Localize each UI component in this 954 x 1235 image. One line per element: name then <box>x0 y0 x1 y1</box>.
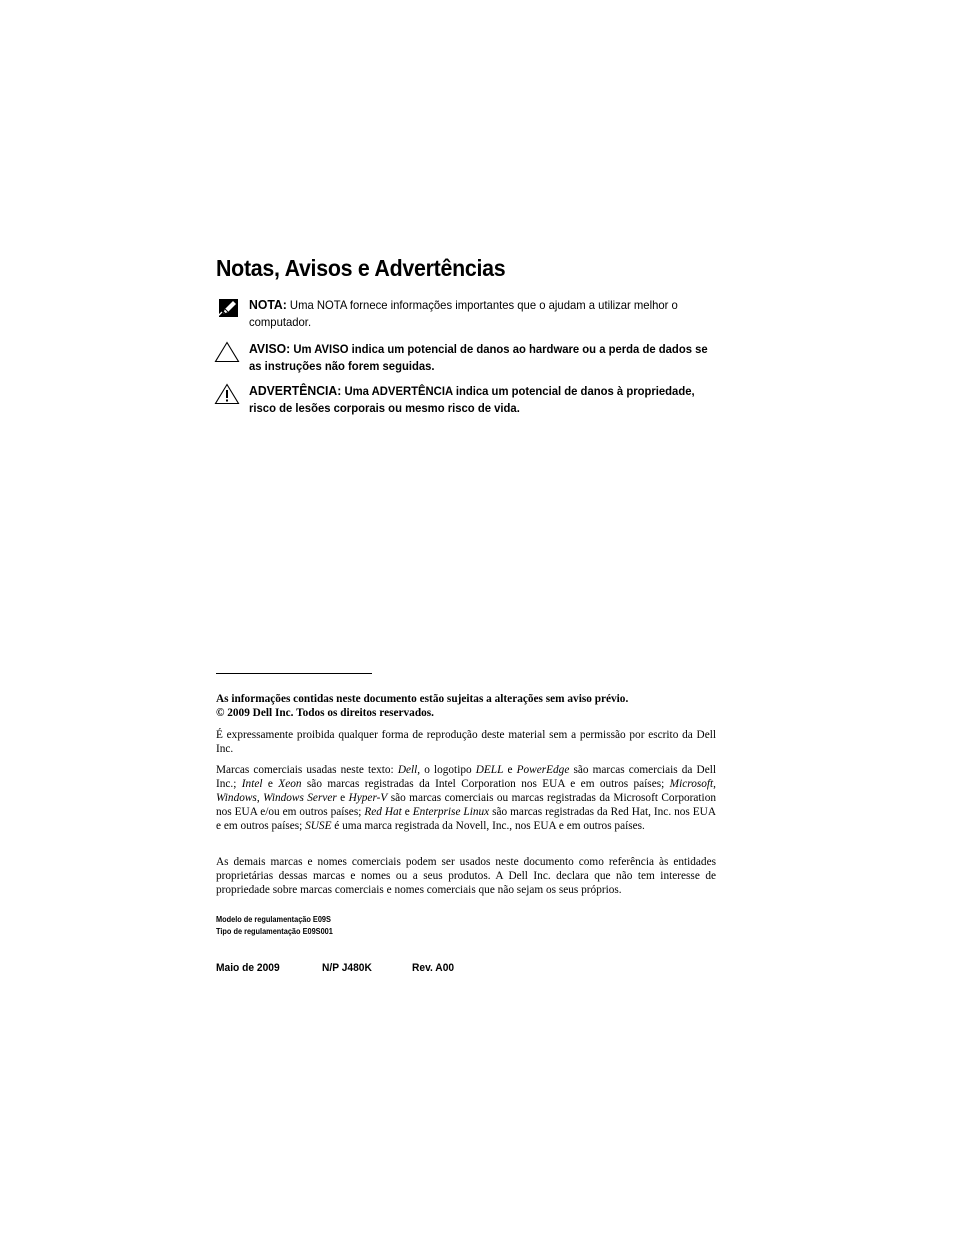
trademark-windows: Windows <box>216 792 257 804</box>
trademark-intel: Intel <box>241 778 263 790</box>
regulatory-type: Tipo de regulamentação E09S001 <box>216 927 333 936</box>
regulatory-model: Modelo de regulamentação E09S <box>216 915 331 924</box>
note-notice <box>214 296 719 331</box>
trademark-dell-logo: DELL <box>475 764 504 776</box>
warning-text: Uma ADVERTÊNCIA indica um potencial de danos à propriedade, risco de lesões corporais ou mesmo risco de vida. <box>249 384 695 415</box>
doc-revision: Rev. A00 <box>412 962 455 974</box>
trademark-text: e <box>262 778 279 790</box>
trademark-text: e <box>503 764 517 776</box>
trademark-text: são marcas comerciais da Dell Inc.; <box>216 764 716 790</box>
doc-date: Maio de 2009 <box>216 962 280 974</box>
trademark-hyperv: Hyper-V <box>348 792 388 804</box>
trademark-text: e <box>336 792 349 804</box>
trademark-text: são marcas registradas da Red Hat, Inc. nos EUA e em outros países; <box>216 806 716 832</box>
trademark-poweredge: PowerEdge <box>516 764 570 776</box>
trademark-text: , o logotipo <box>417 764 476 776</box>
caution-triangle-icon <box>214 341 240 363</box>
trademark-text: e <box>401 806 413 818</box>
note-label: NOTA: <box>249 297 287 312</box>
reproduction-text: É expressamente proibida qualquer forma de reprodução deste material sem a permissão por escrito da Dell Inc. <box>216 729 716 755</box>
trademarks-paragraph <box>216 763 716 833</box>
trademark-microsoft: Microsoft <box>669 778 714 790</box>
trademark-text: , <box>256 792 264 804</box>
caution-label: AVISO: <box>249 341 291 356</box>
trademark-redhat: Red Hat <box>364 806 402 818</box>
change-notice-line: As informações contidas neste documento estão sujeitas a alterações sem aviso prévio. <box>216 693 629 705</box>
trademark-enterprise-linux: Enterprise Linux <box>412 806 490 818</box>
footnote-divider <box>216 673 372 674</box>
trademark-text: é uma marca registrada da Novell, Inc., nos EUA e em outros países. <box>331 820 645 832</box>
page-title: Notas, Avisos e Advertências <box>216 255 506 281</box>
caution-text: Um AVISO indica um potencial de danos ao hardware ou a perda de dados se as instruções não forem seguidas. <box>249 342 708 373</box>
trademark-windows-server: Windows Server <box>263 792 337 804</box>
trademark-text: Marcas comerciais usadas neste texto: <box>216 764 398 776</box>
warning-notice <box>214 382 719 417</box>
note-pencil-icon <box>214 297 240 319</box>
copyright-line: © 2009 Dell Inc. Todos os direitos reservados. <box>216 707 434 719</box>
reproduction-notice <box>216 728 716 756</box>
trademark-suse: SUSE <box>305 820 332 832</box>
trademark-text: são marcas comerciais ou marcas registradas da Microsoft Corporation nos EUA e/ou em outros países; <box>216 792 716 818</box>
caution-notice <box>214 340 719 375</box>
note-text: Uma NOTA fornece informações importantes que o ajudam a utilizar melhor o computador. <box>249 298 678 329</box>
trademark-xeon: Xeon <box>278 778 302 790</box>
warning-label: ADVERTÊNCIA: <box>249 383 342 398</box>
other-marks-paragraph <box>216 855 716 897</box>
change-notice <box>216 692 716 720</box>
warning-triangle-icon <box>214 383 240 405</box>
other-marks-text: As demais marcas e nomes comerciais podem ser usados neste documento como referência às entidades proprietárias dessas marcas e nomes ou a seus produtos. A Dell Inc. declara que não tem interesse de propriedade sobre marcas comerciais e nomes comerciais que não sejam os seus próprios. <box>216 856 716 896</box>
trademark-dell: Dell <box>397 764 418 776</box>
trademark-text: são marcas registradas da Intel Corporation nos EUA e em outros países; <box>301 778 670 790</box>
trademark-text: , <box>713 778 716 790</box>
doc-part-number: N/P J480K <box>322 962 372 974</box>
